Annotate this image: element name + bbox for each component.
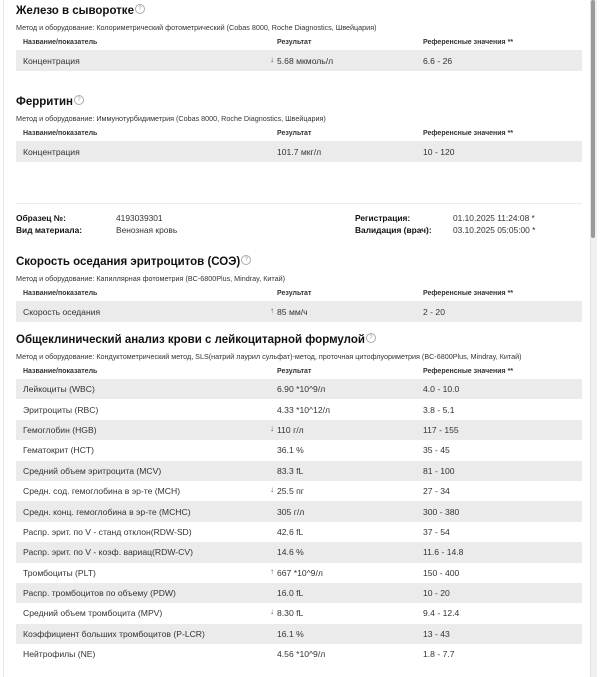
param-name: Скорость оседания	[23, 306, 101, 317]
iron-section	[16, 3, 582, 71]
param-name: Распр. эрит. по V - коэф. вариац(RDW-CV)	[23, 547, 193, 558]
col-ref-header: Референсные значения **	[423, 39, 514, 46]
help-icon[interactable]: ?	[135, 4, 145, 14]
param-ref: 117 - 155	[423, 424, 459, 435]
table-row	[16, 542, 582, 562]
section-title	[16, 332, 582, 348]
param-name: Концентрация	[23, 55, 80, 66]
table-row	[16, 440, 582, 460]
table-row	[16, 379, 582, 399]
result-value: 25.5 пг	[277, 486, 304, 497]
section-title	[16, 94, 582, 110]
param-result	[277, 445, 423, 455]
table-row	[16, 141, 582, 162]
table-row	[16, 461, 582, 481]
result-value: 4.33 *10^12/л	[277, 404, 331, 415]
param-ref: 150 - 400	[423, 567, 460, 578]
param-ref: 10 - 20	[423, 588, 450, 599]
arrow-down-icon: ↓	[270, 607, 274, 617]
param-ref: 4.0 - 10.0	[423, 384, 460, 395]
table-header	[16, 36, 582, 50]
result-value: 16.1 %	[277, 628, 304, 639]
registration-value: 01.10.2025 11:24:08 *	[453, 213, 535, 223]
result-value: 305 г/л	[277, 506, 305, 517]
param-ref: 300 - 380	[423, 506, 460, 517]
table-row	[16, 481, 582, 501]
param-ref: 37 - 54	[423, 526, 450, 537]
param-ref: 11.6 - 14.8	[423, 547, 464, 558]
param-result	[270, 54, 423, 66]
table-row	[16, 644, 582, 664]
param-ref: 10 - 120	[423, 146, 455, 157]
result-value: 6.90 *10^9/л	[277, 384, 326, 395]
col-result-header: Результат	[277, 290, 312, 297]
param-name: Нейтрофилы (NE)	[23, 649, 96, 660]
param-result	[270, 305, 423, 317]
table-header	[16, 365, 582, 379]
scrollbar-thumb[interactable]	[591, 0, 595, 238]
arrow-up-icon: ↑	[270, 305, 274, 315]
param-result	[270, 566, 423, 578]
arrow-up-icon: ↑	[270, 566, 274, 576]
param-result	[277, 527, 423, 537]
result-value: 36.1 %	[277, 445, 304, 456]
param-result	[277, 405, 423, 415]
method-text: Метод и оборудование: Колориметрический фотометрический (Cobas 8000, Roche Diagnostics, Швейцария)	[16, 23, 377, 32]
help-icon[interactable]: ?	[241, 255, 251, 265]
result-value: 83.3 fL	[277, 465, 304, 476]
result-value: 14.6 %	[277, 547, 304, 558]
col-ref-header: Референсные значения **	[423, 368, 514, 375]
table-row	[16, 603, 582, 623]
param-ref: 1.8 - 7.7	[423, 649, 455, 660]
param-name: Концентрация	[23, 146, 80, 157]
section-title-text: Железо в сыворотке	[16, 5, 134, 17]
param-result	[277, 466, 423, 476]
sample-info	[16, 212, 582, 236]
material-value: Венозная кровь	[116, 225, 178, 235]
param-result	[277, 649, 423, 659]
col-ref-header: Референсные значения **	[423, 130, 514, 137]
table-row	[16, 420, 582, 440]
result-value: 16.0 fL	[277, 588, 304, 599]
section-title	[16, 3, 582, 19]
param-ref: 2 - 20	[423, 306, 445, 317]
table-row	[16, 563, 582, 583]
help-icon[interactable]: ?	[74, 95, 84, 105]
table-row	[16, 50, 582, 71]
result-value: 42.6 fL	[277, 526, 304, 537]
param-ref: 3.8 - 5.1	[423, 404, 455, 415]
sample-line-2	[16, 224, 582, 236]
param-name: Гемоглобин (HGB)	[23, 424, 97, 435]
param-name: Гематокрит (HCT)	[23, 445, 95, 456]
result-value: 5.68 мкмоль/л	[277, 55, 334, 66]
param-ref: 81 - 100	[423, 465, 455, 476]
param-name: Распр. эрит. по V - станд отклон(RDW-SD)	[23, 526, 192, 537]
result-value: 4.56 *10^9/л	[277, 649, 326, 660]
param-result	[270, 423, 423, 435]
param-name: Коэффициент больших тромбоцитов (P-LCR)	[23, 628, 205, 639]
param-ref: 27 - 34	[423, 486, 450, 497]
col-result-header: Результат	[277, 368, 312, 375]
section-divider	[16, 203, 582, 204]
sample-line-1	[16, 212, 582, 224]
table-row	[16, 624, 582, 644]
method-text: Метод и оборудование: Кондуктометрический метод, SLS(натрий лаурил сульфат)-метод, проточная цитофлуориметрия (BC-6800Plus, Mindray, Китай)	[16, 352, 522, 361]
col-name-header: Название/показатель	[23, 290, 98, 297]
arrow-down-icon: ↓	[270, 54, 274, 64]
param-name: Лейкоциты (WBC)	[23, 384, 95, 395]
result-value: 8.30 fL	[277, 608, 304, 619]
arrow-down-icon: ↓	[270, 485, 274, 495]
table-row	[16, 301, 582, 322]
validation-label: Валидация (врач):	[355, 225, 432, 235]
param-result	[277, 507, 423, 517]
table-header	[16, 287, 582, 301]
section-title-text: Ферритин	[16, 96, 73, 108]
table-row	[16, 522, 582, 542]
result-value: 667 *10^9/л	[277, 567, 323, 578]
cbc-section	[16, 332, 582, 664]
section-title-text: Скорость оседания эритроцитов (СОЭ)	[16, 256, 241, 268]
col-result-header: Результат	[277, 130, 312, 137]
param-name: Распр. тромбоцитов по объему (PDW)	[23, 588, 176, 599]
param-ref: 6.6 - 26	[423, 55, 453, 66]
param-result	[277, 147, 423, 157]
param-result	[277, 547, 423, 557]
section-title	[16, 254, 582, 270]
param-result	[277, 384, 423, 394]
table-row	[16, 501, 582, 521]
param-name: Средний объем эритроцита (MCV)	[23, 465, 162, 476]
col-name-header: Название/показатель	[23, 39, 98, 46]
method-text: Метод и оборудование: Капиллярная фотометрия (BC-6800Plus, Mindray, Китай)	[16, 274, 286, 283]
registration-label: Регистрация:	[355, 213, 411, 223]
param-result	[270, 485, 423, 497]
result-value: 101.7 мкг/л	[277, 146, 322, 157]
param-ref: 13 - 43	[423, 628, 450, 639]
validation-value: 03.10.2025 05:05:00 *	[453, 225, 536, 235]
result-value: 85 мм/ч	[277, 306, 308, 317]
param-name: Средний объем тромбоцита (MPV)	[23, 608, 163, 619]
param-result	[270, 607, 423, 619]
param-name: Эритроциты (RBC)	[23, 404, 99, 415]
table-header	[16, 127, 582, 141]
result-value: 110 г/л	[277, 424, 304, 435]
help-icon[interactable]: ?	[366, 333, 376, 343]
param-name: Средн. конц. гемоглобина в эр-те (MCHC)	[23, 506, 191, 517]
col-name-header: Название/показатель	[23, 368, 98, 375]
col-result-header: Результат	[277, 39, 312, 46]
col-ref-header: Референсные значения **	[423, 290, 514, 297]
table-row	[16, 399, 582, 419]
param-name: Тромбоциты (PLT)	[23, 567, 96, 578]
col-name-header: Название/показатель	[23, 130, 98, 137]
sample-no-label: Образец №:	[16, 213, 66, 223]
param-result	[277, 588, 423, 598]
table-row	[16, 583, 582, 603]
method-text: Метод и оборудование: Иммунотурбидиметрия (Cobas 8000, Roche Diagnostics, Швейцария)	[16, 114, 326, 123]
esr-section	[16, 254, 582, 322]
param-ref: 35 - 45	[423, 445, 450, 456]
page-left-border	[3, 0, 4, 677]
cbc-table-body	[16, 379, 582, 664]
material-label: Вид материала:	[16, 225, 83, 235]
param-ref: 9.4 - 12.4	[423, 608, 460, 619]
param-result	[277, 629, 423, 639]
ferritin-section	[16, 94, 582, 162]
param-name: Средн. сод. гемоглобина в эр-те (MCH)	[23, 486, 181, 497]
arrow-down-icon: ↓	[270, 423, 274, 433]
section-title-text: Общеклинический анализ крови с лейкоцитарной формулой	[16, 334, 365, 346]
sample-no-value: 4193039301	[116, 213, 163, 223]
